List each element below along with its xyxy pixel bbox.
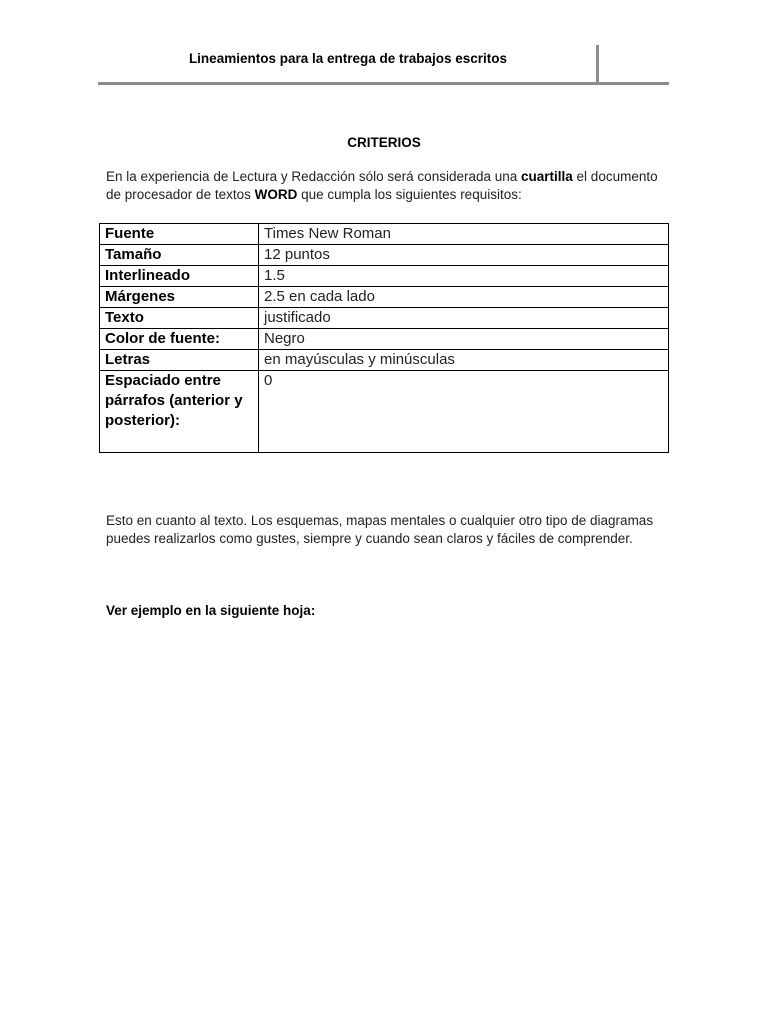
criteria-label: Fuente [100,224,259,245]
table-row [100,266,669,287]
criteria-value: 0 [259,371,669,453]
criteria-label: Márgenes [100,287,259,308]
criteria-value: justificado [259,308,669,329]
intro-text: En la experiencia de Lectura y Redacción sólo será considerada una [106,169,522,184]
table-row [100,329,669,350]
intro-bold-word: WORD [254,187,298,202]
body-paragraph: Esto en cuanto al texto. Los esquemas, mapas mentales o cualquier otro tipo de diagramas puedes realizarlos como gustes, siempre y cuando sean claros y fáciles de comprender. [106,513,654,546]
criteria-label: Tamaño [100,245,259,266]
criteria-value: Times New Roman [259,224,669,245]
table-row [100,245,669,266]
intro-bold-cuartilla: cuartilla [521,169,573,184]
table-row [100,287,669,308]
intro-paragraph [106,168,676,204]
intro-text: que cumpla los siguientes requisitos: [297,187,522,202]
criteria-value: Negro [259,329,669,350]
criteria-label: Letras [100,350,259,371]
criteria-value: 1.5 [259,266,669,287]
criteria-value: 2.5 en cada lado [259,287,669,308]
intro-text: el documento de procesador de textos [106,169,658,202]
header-vertical-divider [596,45,599,84]
criteria-label: Espaciado entre párrafos (anterior y posterior): [100,371,259,453]
criteria-value: 12 puntos [259,245,669,266]
criteria-label: Interlineado [100,266,259,287]
example-note: Ver ejemplo en la siguiente hoja: [106,603,316,618]
section-title: CRITERIOS [347,135,421,150]
table-row [100,224,669,245]
criteria-value: en mayúsculas y minúsculas [259,350,669,371]
header-horizontal-divider [98,82,669,85]
table-row [100,308,669,329]
criteria-label: Color de fuente: [100,329,259,350]
criteria-label: Texto [100,308,259,329]
table-row [100,350,669,371]
document-header-title: Lineamientos para la entrega de trabajos escritos [188,51,508,66]
table-row [100,371,669,453]
criteria-table [99,223,669,453]
